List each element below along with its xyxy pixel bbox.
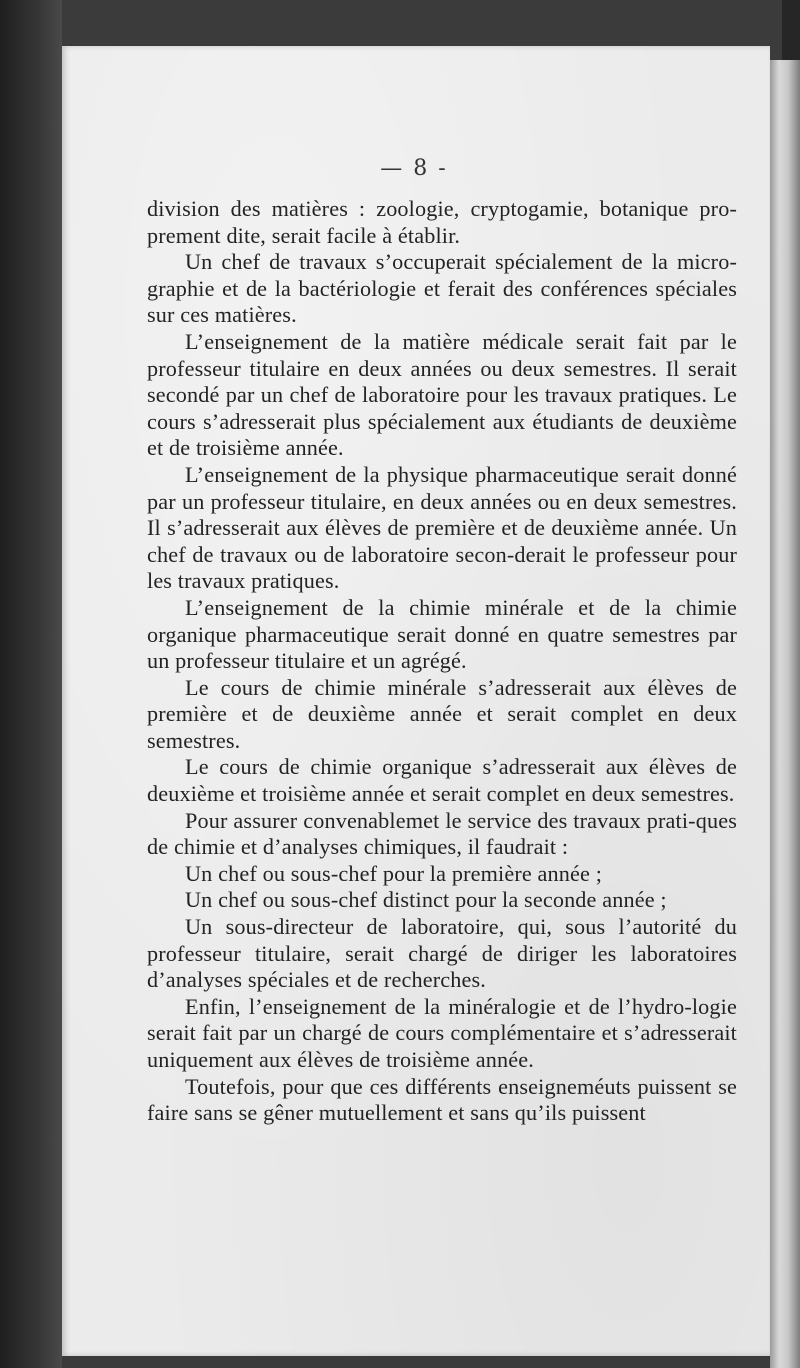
next-page-edge (770, 60, 800, 1368)
paragraph: Enfin, l’enseignement de la minéralogie et de l’hydro-logie serait fait par un chargé de cours complémentaire et s’adresserait uniquement aux élèves de troisième année. (147, 993, 737, 1072)
paragraph: Le cours de chimie minérale s’adresserait aux élèves de première et de deuxième année et serait complet en deux semestres. (147, 674, 737, 753)
paragraph: L’enseignement de la matière médicale serait fait par le professeur titulaire en deux années ou deux semestres. Il serait secondé par un chef de laboratoire pour les travaux pratiques. Le cours s’adresserait plus spécialement aux étudiants de deuxième et de troisième année. (147, 328, 737, 461)
paragraph: Un sous-directeur de laboratoire, qui, sous l’autorité du professeur titulaire, serait chargé de diriger les laboratoires d’analyses spéciales et de recherches. (147, 914, 737, 993)
paragraph: Un chef de travaux s’occuperait spécialement de la micro-graphie et de la bactériologie et ferait des conférences spéciales sur ces matières. (147, 249, 737, 328)
paragraph: Un chef ou sous-chef distinct pour la seconde année ; (185, 887, 667, 913)
paragraph: Le cours de chimie organique s’adresserait aux élèves de deuxième et troisième année et serait complet en deux semestres. (147, 754, 737, 807)
scan-corner-shadow (782, 0, 800, 60)
binding-margin (0, 0, 62, 1368)
paragraph: Toutefois, pour que ces différents enseigneméuts puissent se faire sans se gêner mutuellement et sans qu’ils puissent (147, 1073, 737, 1126)
paragraph: division des matières : zoologie, cryptogamie, botanique pro-prement dite, serait facile à établir. (147, 196, 737, 248)
paragraph: L’enseignement de la chimie minérale et de la chimie organique pharmaceutique serait donné en quatre semestres par un professeur titulaire et un agrégé. (147, 594, 737, 674)
paragraph: L’enseignement de la physique pharmaceutique serait donné par un professeur titulaire, en deux années ou en deux semestres. Il s’adresserait aux élèves de première et de deuxième année. Un chef de travaux ou de laboratoire secon-derait le professeur pour les travaux pratiques. (147, 461, 737, 594)
body-text (147, 196, 737, 1127)
paragraph: Pour assurer convenablemet le service des travaux prati-ques de chimie et d’analyses chimiques, il faudrait : (147, 807, 737, 860)
paragraph: Un chef ou sous-chef pour la première année ; (185, 860, 603, 886)
page-number: — 8 - (380, 156, 448, 181)
